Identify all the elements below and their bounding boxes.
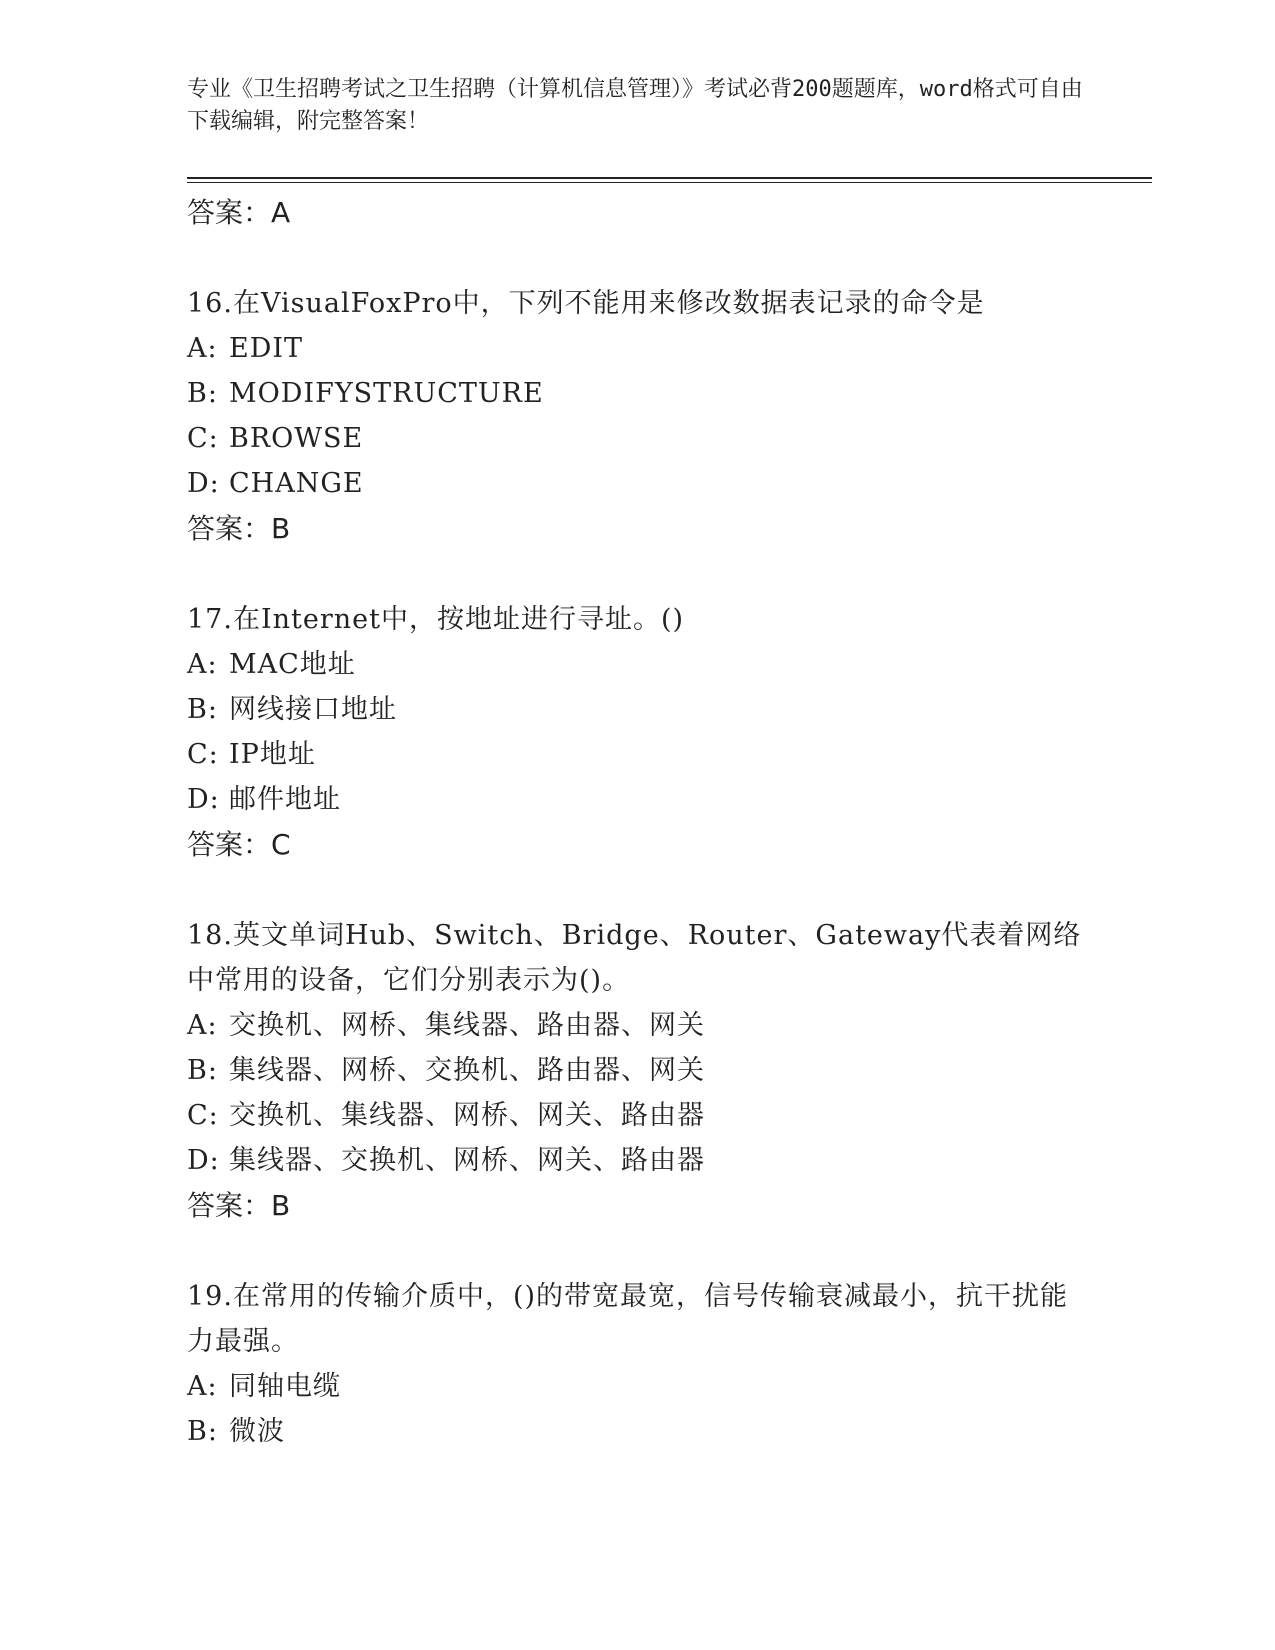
answer-line: 答案：C: [187, 828, 291, 861]
option-letter: D:: [187, 784, 220, 815]
option-b: [187, 687, 1087, 732]
header-divider-thick: [187, 177, 1152, 179]
option-b: [187, 1048, 1087, 1093]
option-text: 网线接口地址: [229, 694, 397, 725]
option-text: 交换机、网桥、集线器、路由器、网关: [229, 1010, 705, 1041]
question-18: [187, 913, 1087, 1228]
option-text: BROWSE: [229, 423, 364, 454]
question-text: 16.在VisualFoxPro中，下列不能用来修改数据表记录的命令是: [187, 288, 985, 319]
question-19: [187, 1274, 1087, 1454]
spacer: [187, 867, 1087, 913]
option-letter: C:: [187, 1100, 219, 1131]
question-17: [187, 597, 1087, 867]
option-text: IP地址: [229, 739, 316, 770]
option-d: [187, 1138, 1087, 1183]
option-text: MODIFYSTRUCTURE: [229, 378, 544, 409]
option-text: EDIT: [229, 333, 304, 364]
option-b: [187, 371, 1087, 416]
option-b: [187, 1409, 1087, 1454]
option-letter: C:: [187, 739, 219, 770]
spacer: [187, 1228, 1087, 1274]
option-letter: B:: [187, 1416, 218, 1447]
option-a: [187, 642, 1087, 687]
option-letter: C:: [187, 423, 219, 454]
spacer: [187, 551, 1087, 597]
option-letter: A:: [187, 333, 218, 364]
option-text: 集线器、网桥、交换机、路由器、网关: [229, 1055, 705, 1086]
option-d: [187, 461, 1087, 506]
option-letter: B:: [187, 1055, 218, 1086]
option-letter: D:: [187, 1145, 220, 1176]
question-text: 19.在常用的传输介质中，()的带宽最宽，信号传输衰减最小，抗干扰能力最强。: [187, 1281, 1069, 1357]
option-text: MAC地址: [229, 649, 356, 680]
option-text: 微波: [229, 1416, 285, 1447]
option-letter: B:: [187, 694, 218, 725]
header-divider-thin: [187, 182, 1152, 183]
option-text: 邮件地址: [229, 784, 341, 815]
question-text: 18.英文单词Hub、Switch、Bridge、Router、Gateway代表着网络中常用的设备，它们分别表示为()。: [187, 920, 1082, 996]
option-d: [187, 777, 1087, 822]
previous-answer: 答案：A: [187, 196, 291, 229]
answer-line: 答案：B: [187, 512, 291, 545]
option-c: [187, 416, 1087, 461]
spacer: [187, 235, 1087, 281]
option-a: [187, 1364, 1087, 1409]
option-text: 同轴电缆: [229, 1371, 341, 1402]
option-letter: D:: [187, 468, 220, 499]
option-letter: A:: [187, 1010, 218, 1041]
answer-line: 答案：B: [187, 1189, 291, 1222]
document-header: 专业《卫生招聘考试之卫生招聘（计算机信息管理）》考试必背200题题库，word格式可自由下载编辑，附完整答案！: [187, 77, 1083, 134]
option-letter: A:: [187, 649, 218, 680]
option-text: 集线器、交换机、网桥、网关、路由器: [229, 1145, 705, 1176]
option-c: [187, 1093, 1087, 1138]
option-letter: B:: [187, 378, 218, 409]
option-text: CHANGE: [229, 468, 364, 499]
option-text: 交换机、集线器、网桥、网关、路由器: [229, 1100, 705, 1131]
question-text: 17.在Internet中，按地址进行寻址。(): [187, 604, 685, 635]
option-a: [187, 1003, 1087, 1048]
option-c: [187, 732, 1087, 777]
question-list: [187, 190, 1087, 1454]
option-letter: A:: [187, 1371, 218, 1402]
question-16: [187, 281, 1087, 551]
option-a: [187, 326, 1087, 371]
